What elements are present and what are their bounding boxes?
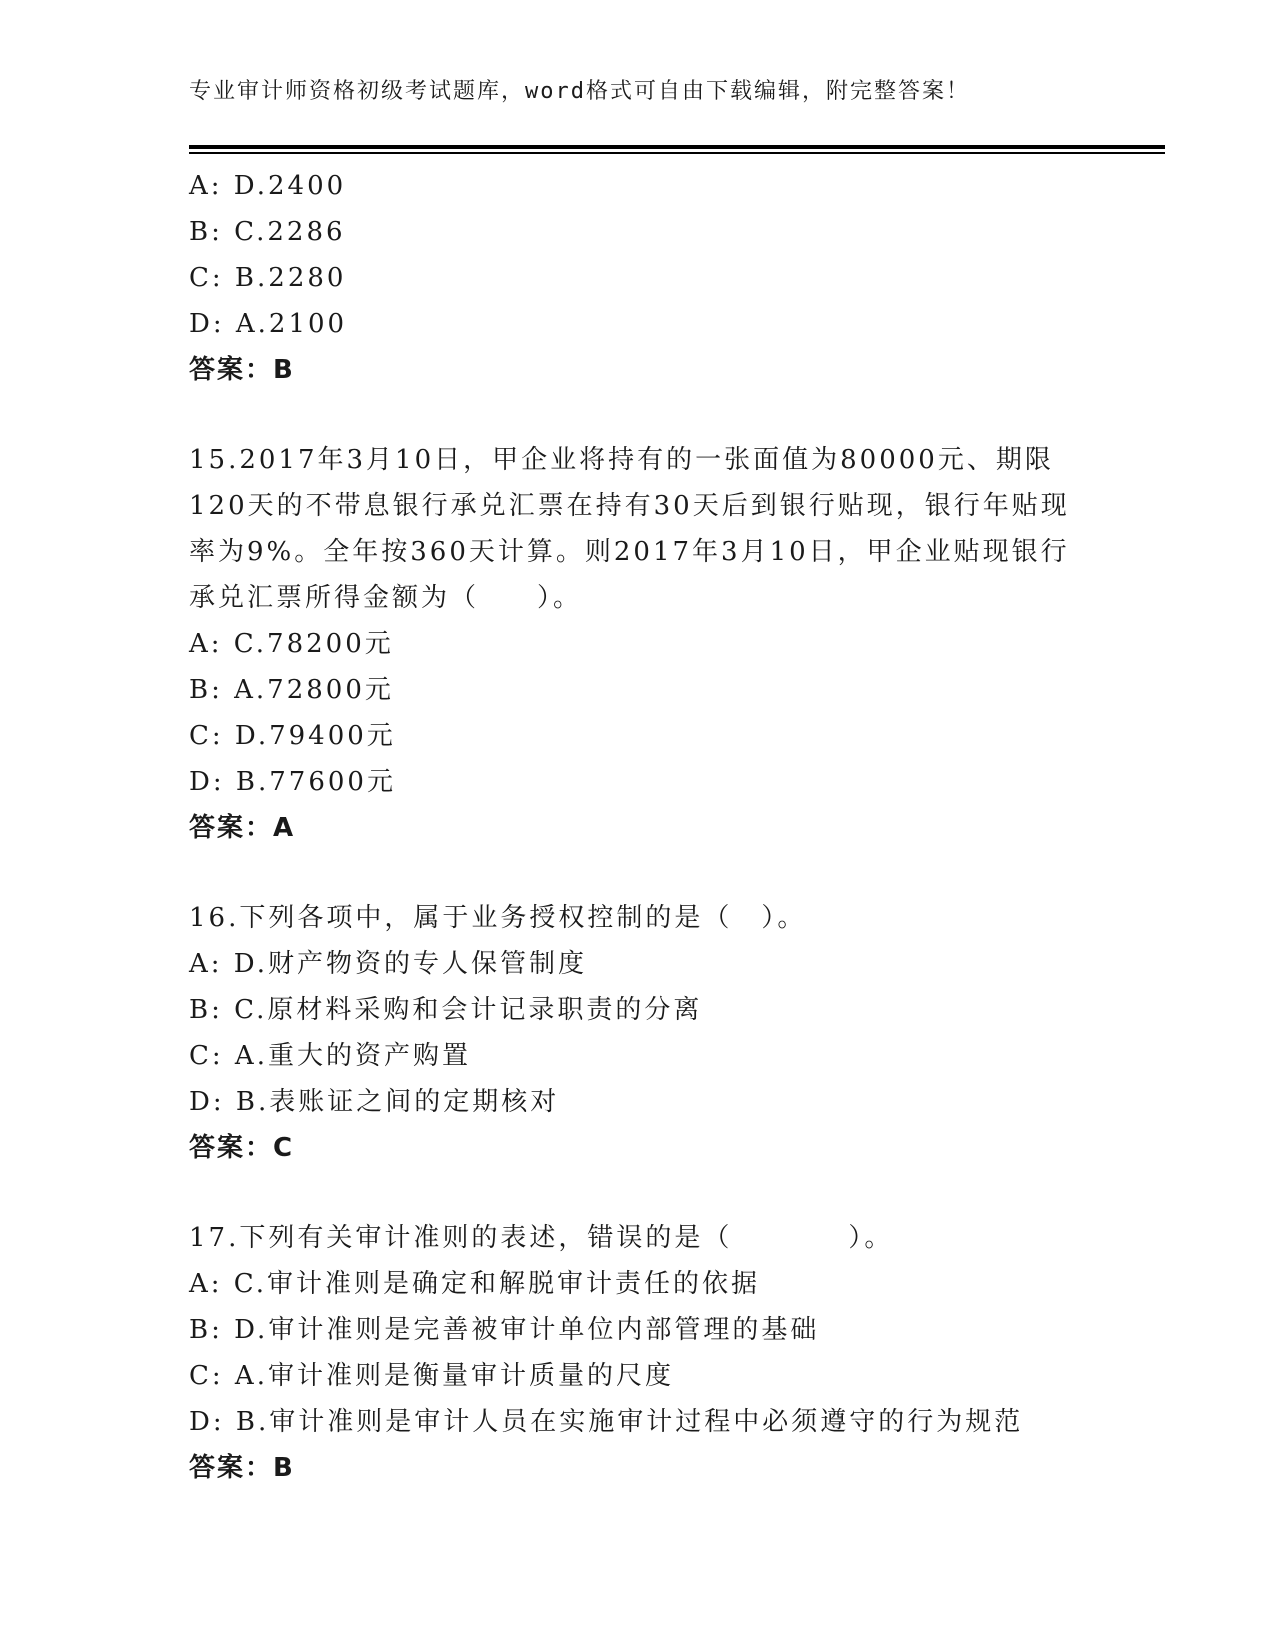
option-c: C: A.审计准则是衡量审计质量的尺度 (189, 1361, 674, 1391)
question-16 (189, 895, 1089, 1171)
question-15 (189, 437, 1089, 851)
document-body (189, 163, 1089, 1491)
question-stem-line: 17.下列有关审计准则的表述，错误的是（ ）。 (189, 1223, 894, 1253)
option-b: B: D.审计准则是完善被审计单位内部管理的基础 (189, 1315, 820, 1345)
question-stem-line: 率为9%。全年按360天计算。则2017年3月10日，甲企业贴现银行 (189, 537, 1070, 567)
option-b: B: A.72800元 (189, 675, 394, 705)
question-14 (189, 163, 1089, 393)
option-d: D: B.审计准则是审计人员在实施审计过程中必须遵守的行为规范 (189, 1407, 1024, 1437)
answer: 答案：A (189, 813, 296, 843)
option-c: C: B.2280 (189, 263, 347, 293)
answer: 答案：B (189, 1453, 295, 1483)
option-b: B: C.原材料采购和会计记录职责的分离 (189, 995, 703, 1025)
option-a: A: C.78200元 (189, 629, 394, 659)
option-c: C: A.重大的资产购置 (189, 1041, 471, 1071)
option-b: B: C.2286 (189, 217, 346, 247)
answer: 答案：C (189, 1133, 295, 1163)
option-a: A: C.审计准则是确定和解脱审计责任的依据 (189, 1269, 761, 1299)
option-a: A: D.财产物资的专人保管制度 (189, 949, 587, 979)
answer: 答案：B (189, 355, 295, 385)
option-a: A: D.2400 (189, 171, 347, 201)
option-d: D: B.表账证之间的定期核对 (189, 1087, 560, 1117)
header-rule-thin (189, 152, 1165, 154)
question-stem-line: 15.2017年3月10日，甲企业将持有的一张面值为80000元、期限 (189, 445, 1054, 475)
option-c: C: D.79400元 (189, 721, 396, 751)
page-header: 专业审计师资格初级考试题库，word格式可自由下载编辑，附完整答案！ (189, 79, 970, 104)
header-rule-thick (189, 145, 1165, 149)
option-d: D: B.77600元 (189, 767, 396, 797)
question-17 (189, 1215, 1089, 1491)
question-stem-line: 16.下列各项中，属于业务授权控制的是（ ）。 (189, 903, 807, 933)
question-stem-line: 承兑汇票所得金额为（ ）。 (189, 583, 583, 613)
question-stem-line: 120天的不带息银行承兑汇票在持有30天后到银行贴现，银行年贴现 (189, 491, 1070, 521)
option-d: D: A.2100 (189, 309, 348, 339)
